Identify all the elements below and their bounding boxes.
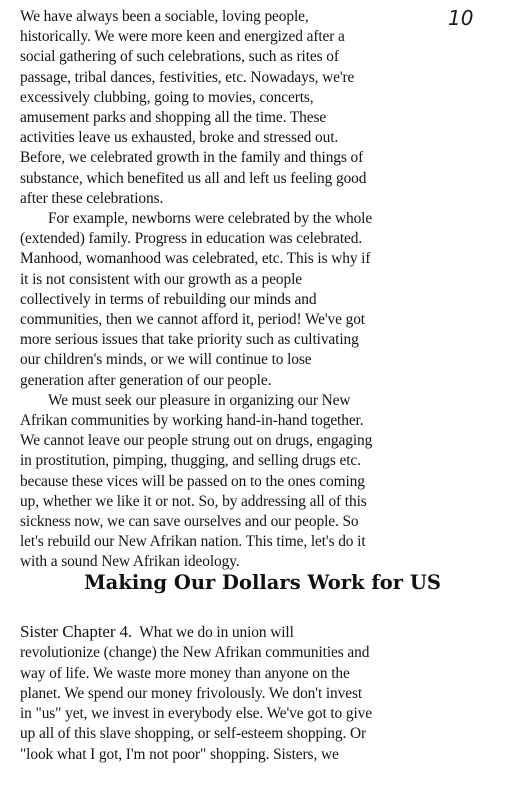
text-line: generation after generation of our people.: [20, 371, 272, 389]
text-line: [20, 622, 520, 643]
section-text: [20, 622, 520, 765]
text-line: it is not consistent with our growth as a people: [20, 270, 303, 288]
text-line: activities leave us exhausted, broke and stressed out.: [20, 129, 339, 147]
text-line: our children's minds, or we will continue to lose: [20, 351, 312, 369]
text-line: Manhood, womanhood was celebrated, etc. This is why if: [20, 250, 371, 268]
text-line: For example, newborns were celebrated by the whole: [48, 210, 373, 228]
text-line: because these vices will be passed on to the ones coming: [20, 472, 365, 490]
text-line: excessively clubbing, going to movies, concerts,: [20, 88, 314, 106]
text-line: passage, tribal dances, festivities, etc. Nowadays, we're: [20, 68, 355, 86]
text-line: up, whether we like it or not. So, by addressing all of this: [20, 492, 367, 510]
chapter-label: Sister Chapter 4.: [20, 622, 133, 641]
text-line: "look what I got, I'm not poor" shopping. Sisters, we: [20, 745, 339, 763]
text-line: historically. We were more keen and energized after a: [20, 28, 345, 46]
text-line: let's rebuild our New Afrikan nation. This time, let's do it: [20, 533, 366, 551]
text-line: in "us" yet, we invest in everybody else. We've got to give: [20, 705, 372, 723]
text-line: up all of this slave shopping, or self-esteem shopping. Or: [20, 725, 366, 743]
text-line: Afrikan communities by working hand-in-hand together.: [20, 412, 364, 430]
text-line: We cannot leave our people strung out on drugs, engaging: [20, 432, 373, 450]
section-heading: Making Our Dollars Work for US: [84, 571, 441, 594]
paragraph: [20, 391, 520, 573]
text-line: collectively in terms of rebuilding our minds and: [20, 290, 317, 308]
text-line: We have always been a sociable, loving people,: [20, 8, 309, 25]
text-line: with a sound New Afrikan ideology.: [20, 553, 240, 571]
text-line: after these celebrations.: [20, 189, 164, 207]
text-line: communities, then we cannot afford it, period! We've got: [20, 311, 365, 329]
text-line: substance, which benefited us all and left us feeling good: [20, 169, 367, 187]
text-line-rest: What we do in union will: [132, 624, 294, 641]
text-line: more serious issues that take priority such as cultivating: [20, 331, 359, 349]
page-number: 10: [448, 6, 474, 30]
text-line: sickness now, we can save ourselves and our people. So: [20, 513, 359, 531]
text-line: planet. We spend our money frivolously. We don't invest: [20, 684, 363, 702]
text-line: Before, we celebrated growth in the family and things of: [20, 149, 364, 167]
text-line: way of life. We waste more money than anyone on the: [20, 664, 350, 682]
text-line: (extended) family. Progress in education was celebrated.: [20, 230, 363, 248]
text-line: amusement parks and shopping all the time. These: [20, 109, 327, 127]
body-text: [20, 7, 520, 573]
text-line: We must seek our pleasure in organizing our New: [48, 391, 351, 409]
text-line: in prostitution, pimping, thugging, and selling drugs etc.: [20, 452, 361, 470]
text-line: revolutionize (change) the New Afrikan communities and: [20, 644, 370, 662]
paragraph: [20, 7, 520, 209]
text-line: social gathering of such celebrations, such as rites of: [20, 48, 339, 66]
paragraph: [20, 209, 520, 391]
